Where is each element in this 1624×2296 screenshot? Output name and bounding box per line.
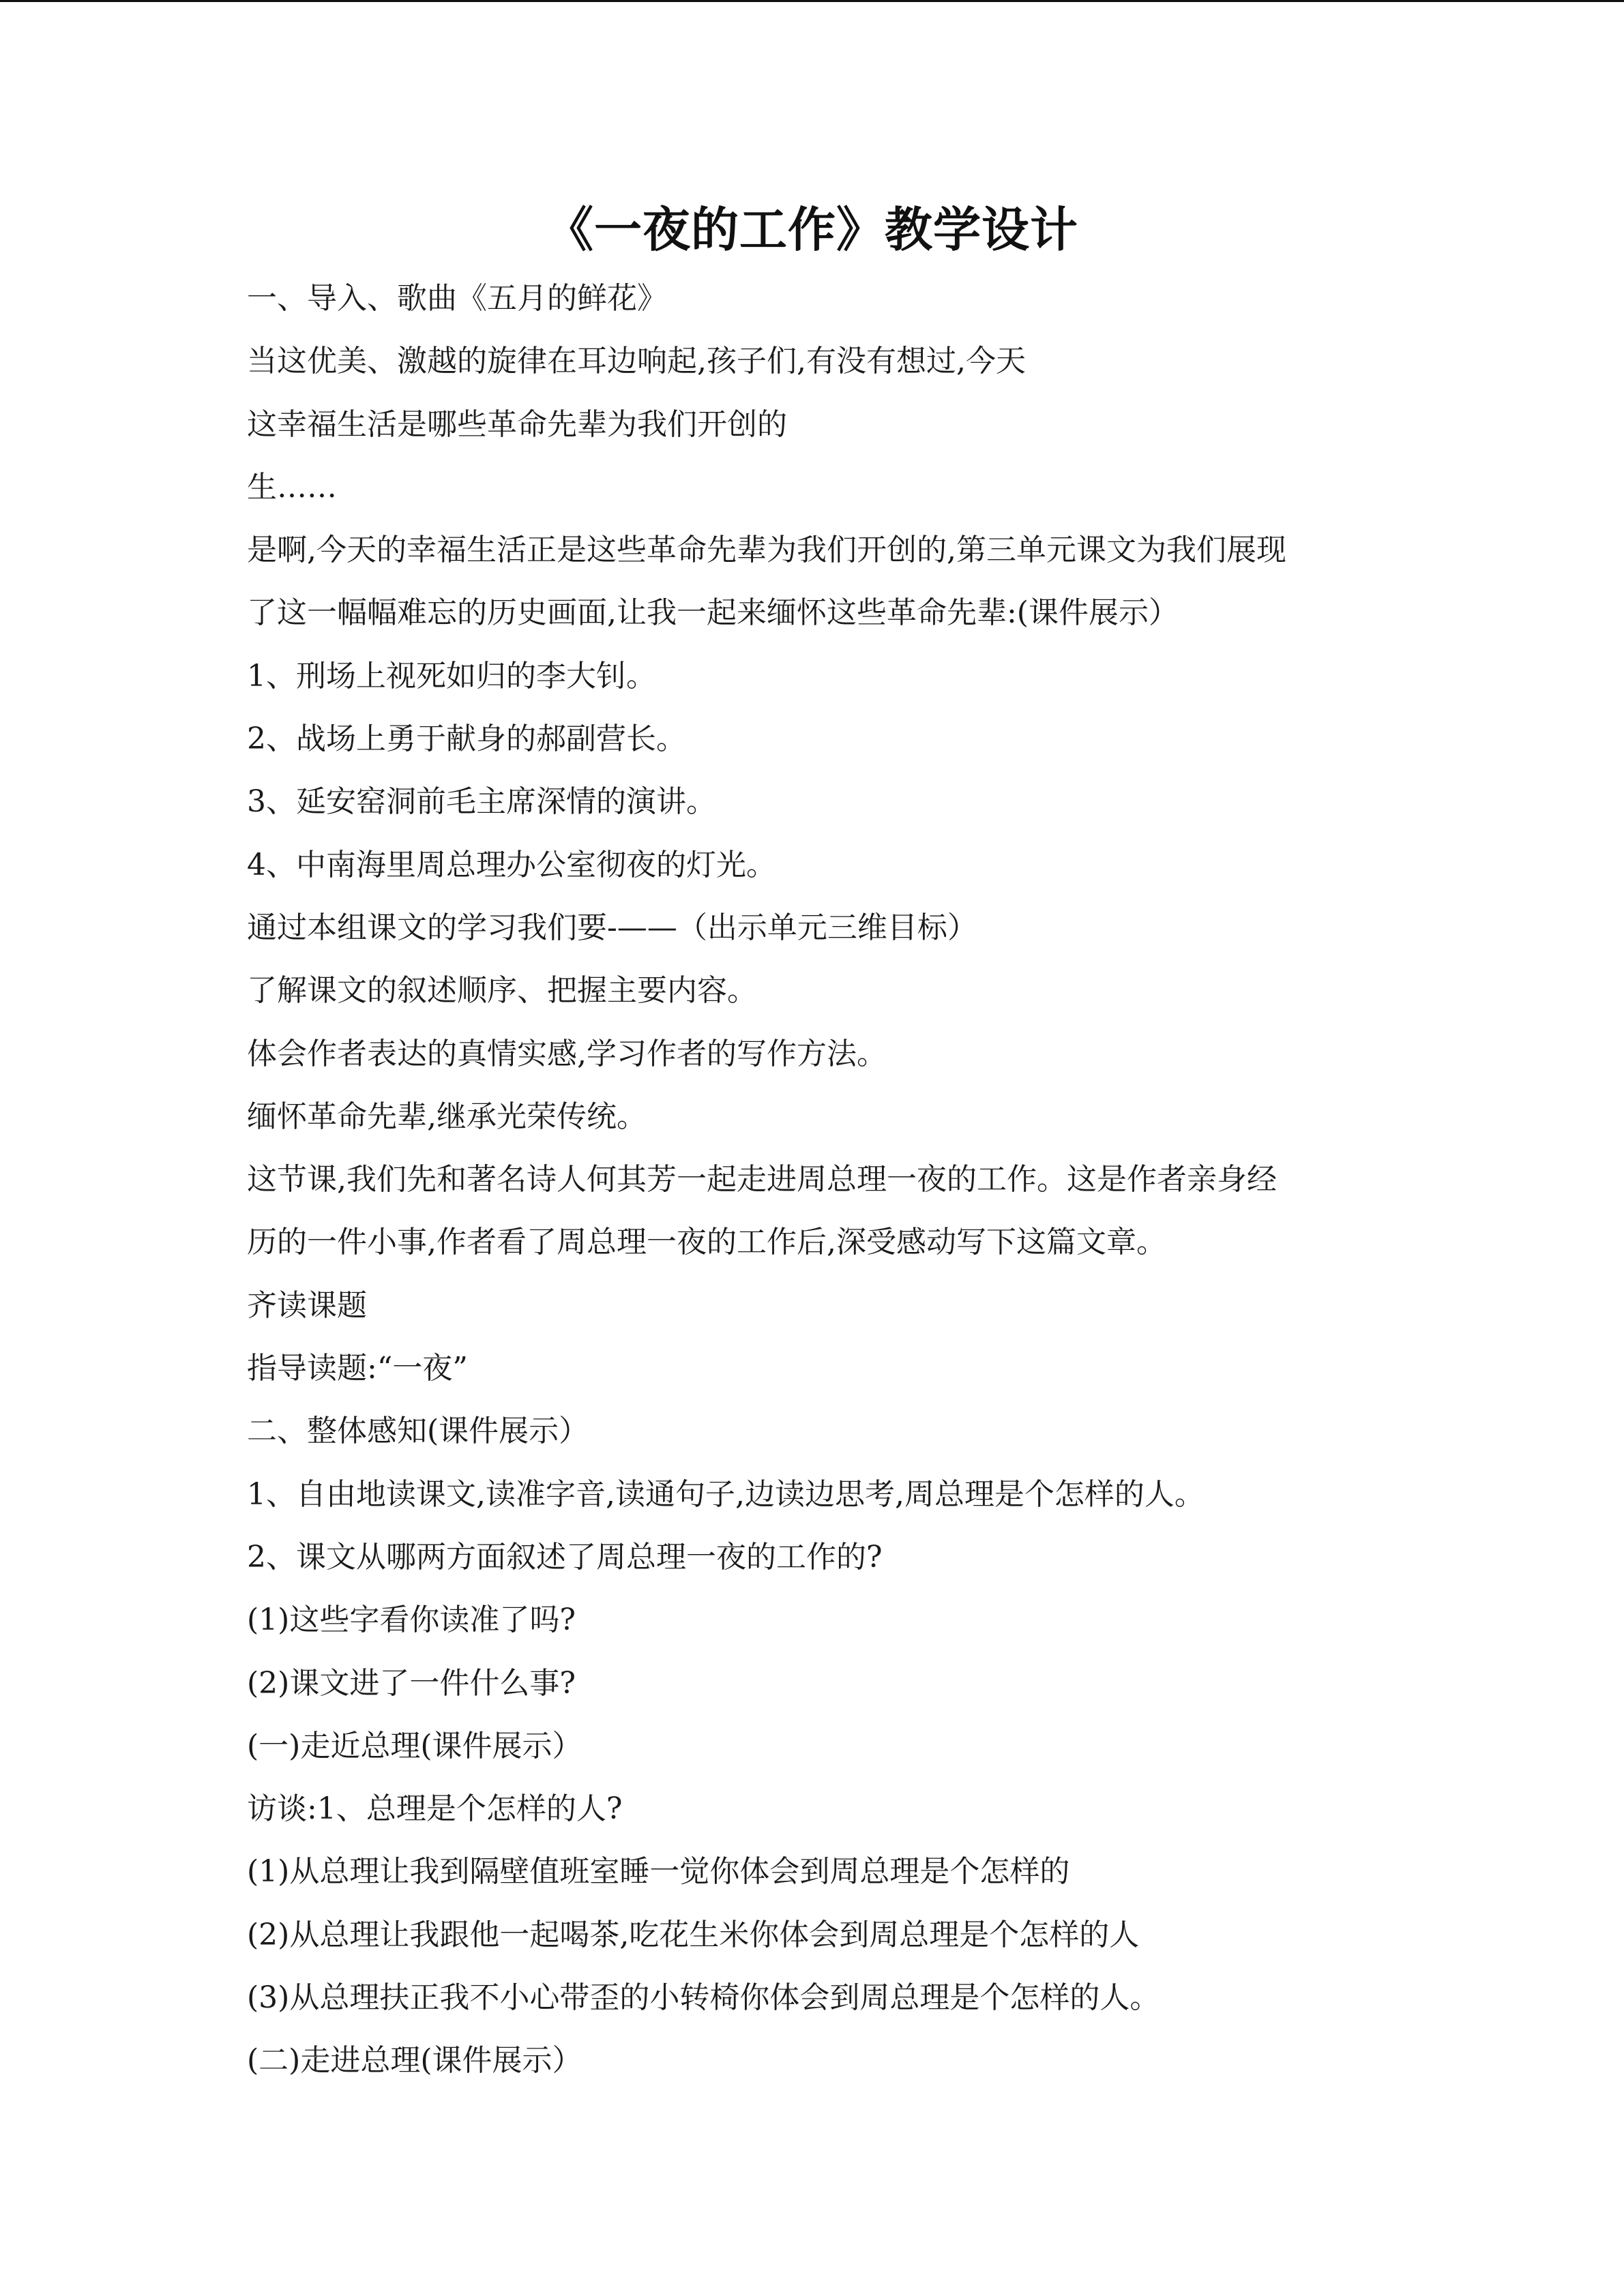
text-line: 1、刑场上视死如归的李大钊。 [247, 658, 656, 694]
text-line: 通过本组课文的学习我们要-——（出示单元三维目标） [247, 910, 977, 945]
text-line: 3、延安窑洞前毛主席深情的演讲。 [247, 784, 716, 820]
text-line: 是啊,今天的幸福生活正是这些革命先辈为我们开创的,第三单元课文为我们展现 [247, 533, 1286, 568]
text-line: 体会作者表达的真情实感,学习作者的写作方法。 [247, 1036, 887, 1071]
text-line: (一)走近总理(课件展示） [247, 1728, 582, 1763]
text-line: 历的一件小事,作者看了周总理一夜的工作后,深受感动写下这篇文章。 [247, 1225, 1166, 1260]
text-line: (二)走进总理(课件展示） [247, 2043, 582, 2078]
text-line: 缅怀革命先辈,继承光荣传统。 [247, 1099, 647, 1134]
text-line: 当这优美、激越的旋律在耳边响起,孩子们,有没有想过,今天 [247, 344, 1026, 379]
text-line: (1)这些字看你读准了吗? [247, 1602, 576, 1638]
top-border-line [0, 0, 1624, 2]
text-line: (2)课文进了一件什么事? [247, 1665, 576, 1701]
text-line: 齐读课题 [247, 1287, 367, 1323]
text-line: (1)从总理让我到隔壁值班室睡一觉你体会到周总理是个怎样的 [247, 1854, 1070, 1890]
text-line: 2、战场上勇于献身的郝副营长。 [247, 721, 686, 757]
text-line: 了解课文的叙述顺序、把握主要内容。 [247, 973, 757, 1009]
document-body [247, 267, 1441, 2093]
text-line: 2、课文从哪两方面叙述了周总理一夜的工作的? [247, 1539, 883, 1575]
text-line: 1、自由地读课文,读准字音,读通句子,边读边思考,周总理是个怎样的人。 [247, 1476, 1205, 1512]
text-line: 二、整体感知(课件展示） [247, 1414, 589, 1449]
text-line: 了这一幅幅难忘的历史画面,让我一起来缅怀这些革命先辈:(课件展示） [247, 595, 1179, 631]
text-line: 生…… [247, 469, 337, 505]
text-line: 4、中南海里周总理办公室彻夜的灯光。 [247, 847, 776, 882]
text-line: (3)从总理扶正我不小心带歪的小转椅你体会到周总理是个怎样的人。 [247, 1980, 1160, 2016]
text-line: 指导读题:“一夜” [247, 1351, 468, 1386]
text-line: 这幸福生活是哪些革命先辈为我们开创的 [247, 406, 787, 442]
text-line: 这节课,我们先和著名诗人何其芳一起走进周总理一夜的工作。这是作者亲身经 [247, 1162, 1277, 1197]
text-line: (2)从总理让我跟他一起喝茶,吃花生米你体会到周总理是个怎样的人 [247, 1917, 1140, 1952]
text-line: 一、导入、歌曲《五月的鲜花》 [247, 281, 667, 316]
document-title: 《一夜的工作》教学设计 [546, 202, 1078, 258]
text-line: 访谈:1、总理是个怎样的人? [247, 1791, 623, 1827]
